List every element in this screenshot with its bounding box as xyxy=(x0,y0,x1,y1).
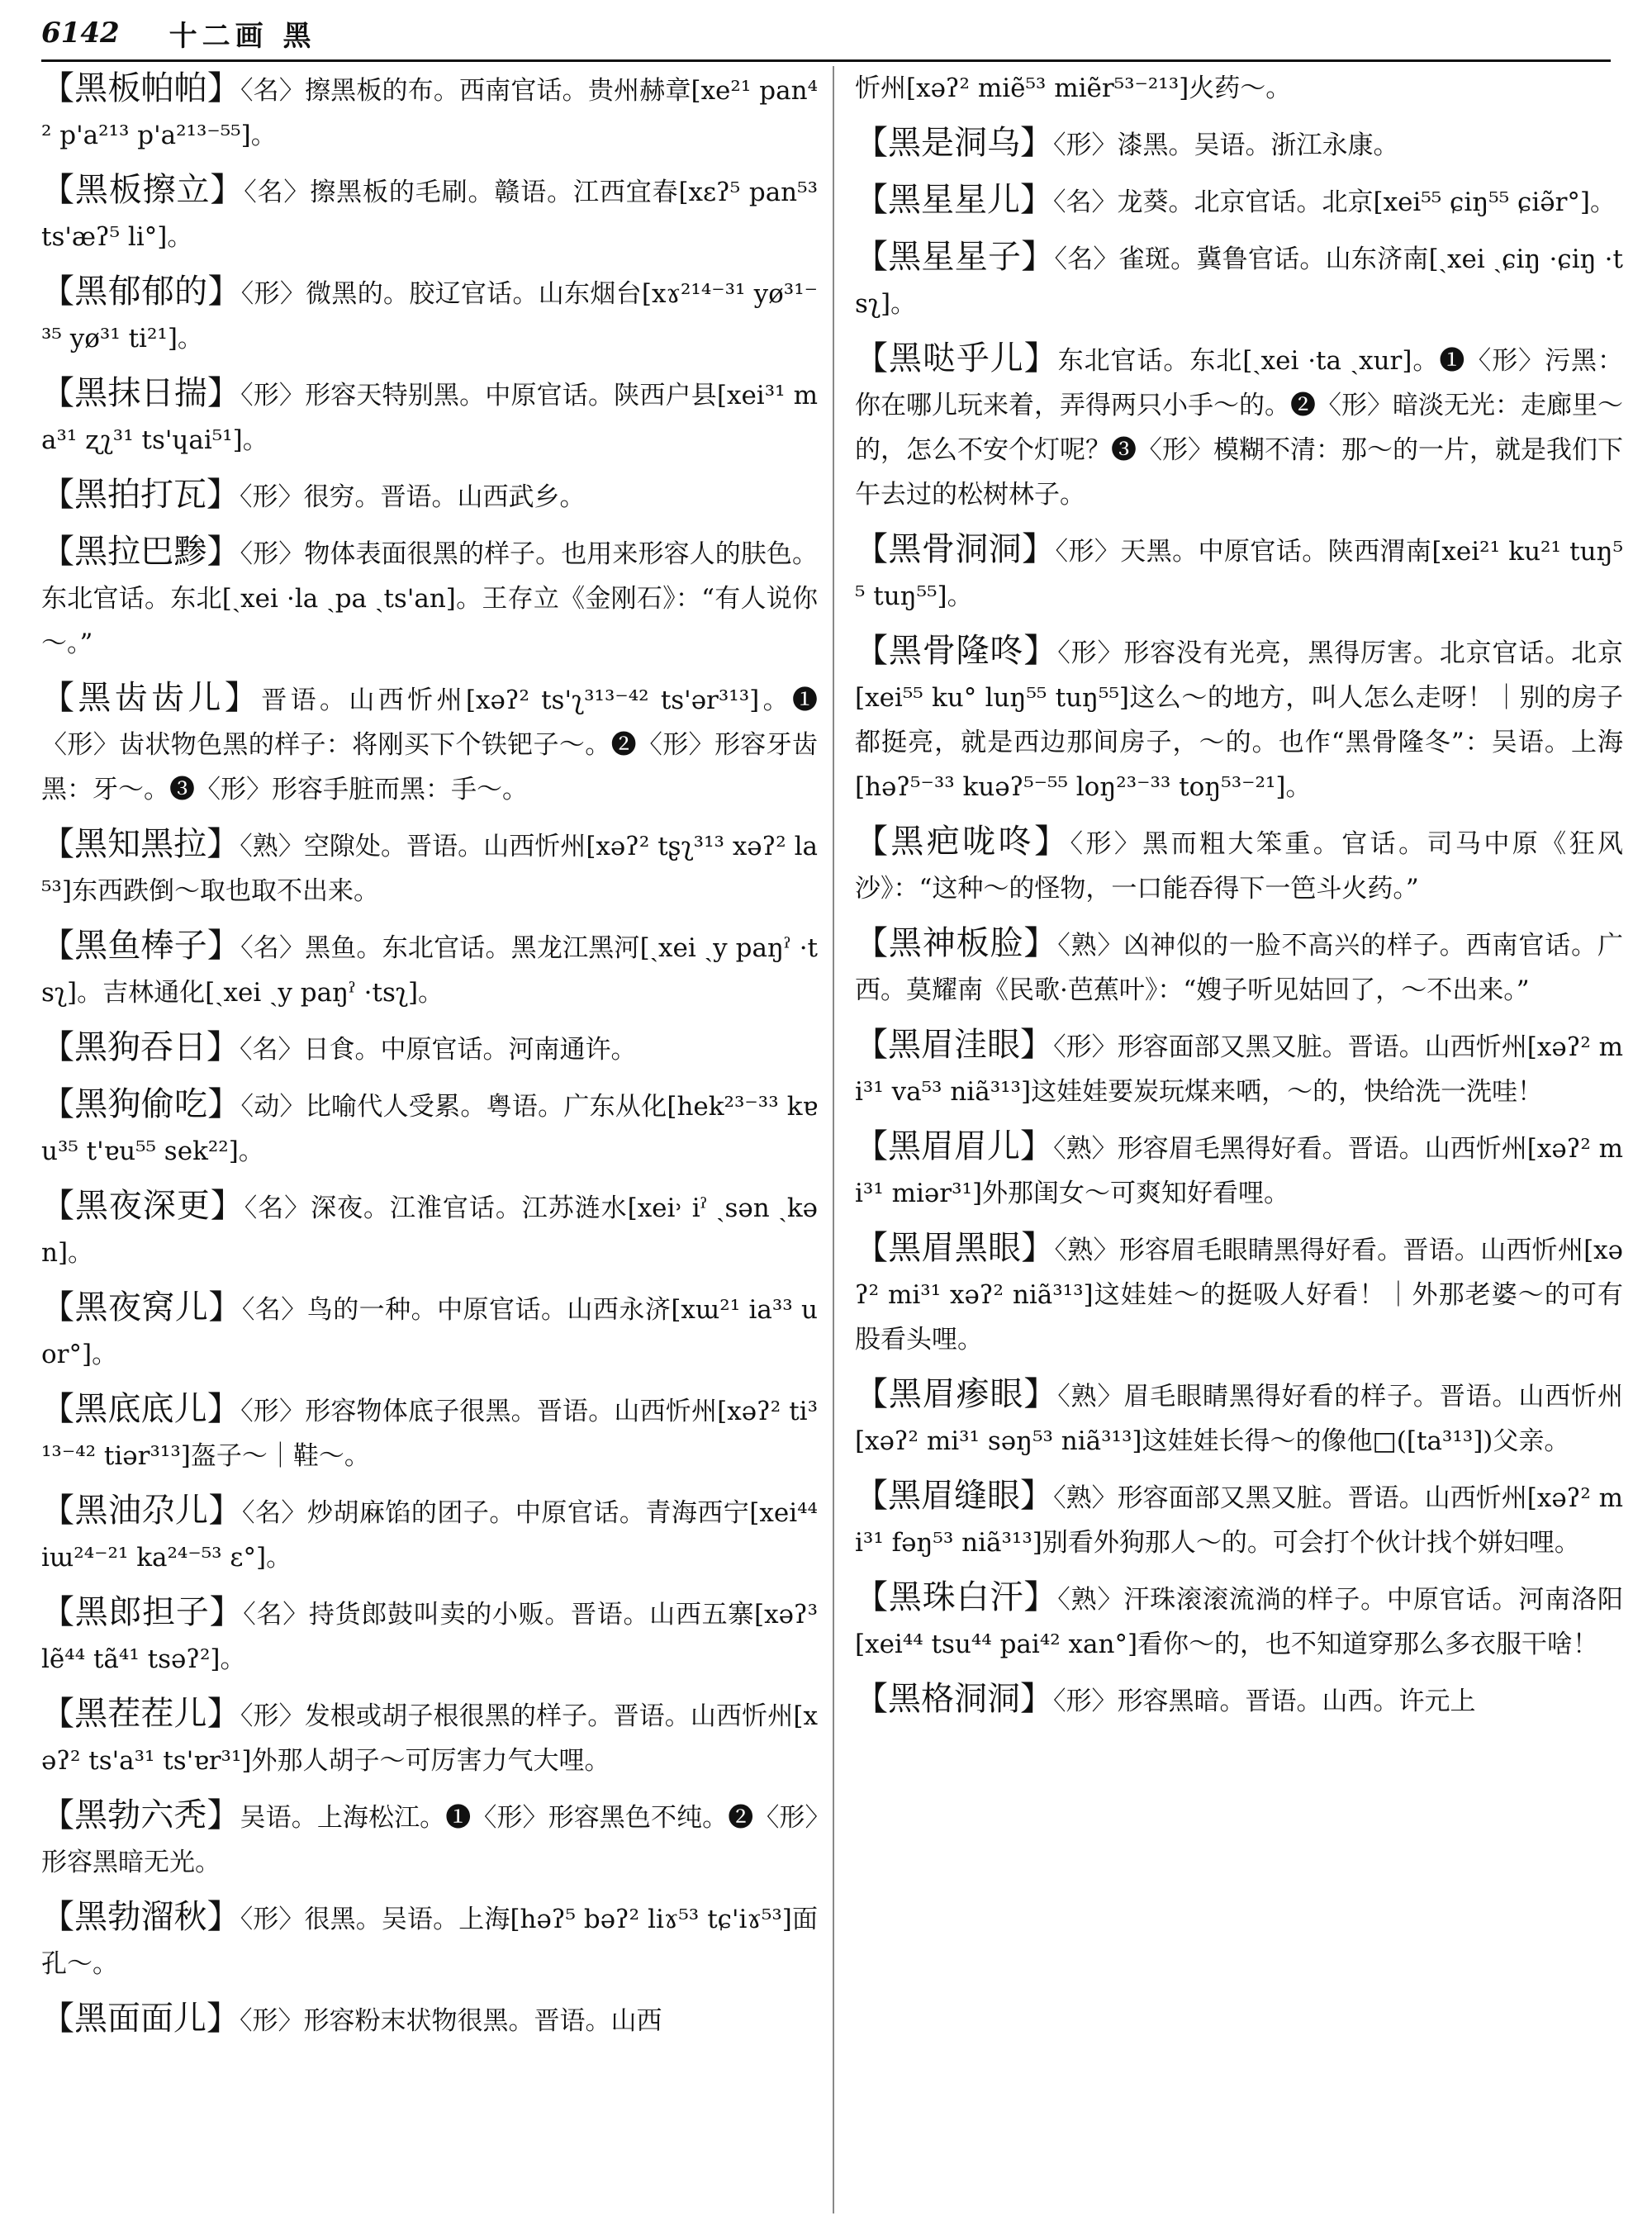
dictionary-entry xyxy=(41,1387,818,1478)
entry-headword: 【黑鱼棒子】 xyxy=(41,927,241,965)
entry-headword: 【黑知黑拉】 xyxy=(41,825,240,863)
entry-definition: 晋语。山西忻州[xəʔ² ts'ʅ³¹³⁻⁴² ts'ər³¹³]。❶〈形〉齿状物色黑的样子：将刚买下个铁钯子～。❷〈形〉形容牙齿黑：牙～。❸〈形〉形容手脏而黑：手～。 xyxy=(41,686,818,804)
dictionary-entry xyxy=(855,1124,1623,1216)
entry-headword: 【黑油尕儿】 xyxy=(41,1492,242,1530)
dictionary-entry xyxy=(41,923,818,1015)
entry-headword: 【黑眉缝眼】 xyxy=(855,1477,1054,1515)
entry-headword: 【黑齿齿儿】 xyxy=(41,679,262,717)
dictionary-entry xyxy=(41,1025,818,1072)
entry-headword: 【黑郎担子】 xyxy=(41,1593,244,1631)
entry-headword: 【黑疤咙咚】 xyxy=(855,823,1070,861)
entry-headword: 【黑勃溜秋】 xyxy=(41,1898,240,1936)
entry-headword: 【黑茬茬儿】 xyxy=(41,1695,240,1733)
dictionary-entry xyxy=(855,178,1623,225)
dictionary-entry xyxy=(855,1022,1623,1114)
page-header xyxy=(41,7,1611,62)
entry-definition: 〈形〉很黑。吴语。上海[həʔ⁵ bəʔ² liɤ⁵³ tɕ'iɤ⁵³]面孔～。 xyxy=(41,1905,818,1979)
entry-definition: 〈熟〉汗珠滚滚流淌的样子。中原官话。河南洛阳[xei⁴⁴ tsu⁴⁴ pai⁴² xan°]看你～的，也不知道穿那么多衣服干啥！ xyxy=(855,1585,1623,1659)
entry-headword: 【黑珠白汗】 xyxy=(855,1578,1058,1616)
dictionary-entry xyxy=(855,1575,1623,1667)
dictionary-entry xyxy=(41,168,818,259)
dictionary-entry xyxy=(41,1996,818,2043)
entry-definition: 〈形〉形容没有光亮，黑得厉害。北京官话。北京[xei⁵⁵ ku° luŋ⁵⁵ tuŋ⁵⁵]这么～的地方，叫人怎么走呀！｜别的房子都挺亮，就是西边那间房子，～的。也作“黑骨隆冬”：吴语。上海[həʔ⁵⁻³³ kuəʔ⁵⁻⁵⁵ loŋ²³⁻³³ toŋ⁵³⁻²¹]。 xyxy=(855,638,1623,802)
entry-headword: 【黑郁郁的】 xyxy=(41,273,241,311)
entry-definition: 〈形〉很穷。晋语。山西武乡。 xyxy=(240,482,586,512)
dictionary-entry xyxy=(41,1590,818,1682)
column-divider xyxy=(833,66,834,2213)
entry-definition: 〈熟〉眉毛眼睛黑得好看的样子。晋语。山西忻州[xəʔ² mi³¹ səŋ⁵³ niã³¹³]这娃娃长得～的像他□([ta³¹³])父亲。 xyxy=(855,1382,1623,1456)
entry-headword: 【黑眉洼眼】 xyxy=(855,1026,1054,1064)
entry-definition: 〈形〉形容粉末状物很黑。晋语。山西 xyxy=(240,2006,662,2036)
dictionary-entry xyxy=(41,1184,818,1275)
entry-headword: 【黑夜窝儿】 xyxy=(41,1288,242,1326)
entry-headword: 【黑眉瘆眼】 xyxy=(855,1375,1058,1413)
entry-headword: 【黑抹日揣】 xyxy=(41,374,241,412)
dictionary-entry xyxy=(855,819,1623,911)
entry-headword: 【黑面面儿】 xyxy=(41,2000,240,2038)
dictionary-entry xyxy=(41,822,818,913)
dictionary-entry xyxy=(855,527,1623,619)
entry-headword: 【黑格洞洞】 xyxy=(855,1680,1053,1718)
entry-definition: 〈形〉形容物体底子很黑。晋语。山西忻州[xəʔ² ti³¹³⁻⁴² tiər³¹³]盔子～｜鞋～。 xyxy=(41,1397,818,1471)
entry-definition: 〈名〉炒胡麻馅的团子。中原官话。青海西宁[xei⁴⁴ iɯ²⁴⁻²¹ ka²⁴⁻⁵³ ɛ°]。 xyxy=(41,1498,818,1573)
page-number: 6142 xyxy=(41,17,120,50)
dictionary-entry xyxy=(855,921,1623,1013)
entry-definition: 〈形〉物体表面很黑的样子。也用来形容人的肤色。东北官话。东北[ˏxei ·la ˏpa ˏts'an]。王存立《金刚石》：“有人说你～。” xyxy=(41,539,818,658)
dictionary-entry xyxy=(855,336,1623,517)
entry-definition: 〈名〉黑鱼。东北官话。黑龙江黑河[ˏxei ˏy paŋˀ ·tsʅ]。吉林通化[ˏxei ˏy paŋˀ ·tsʅ]。 xyxy=(41,933,818,1008)
entry-definition: 〈形〉天黑。中原官话。陕西渭南[xei²¹ ku²¹ tuŋ⁵⁵ tuŋ⁵⁵]。 xyxy=(855,537,1623,611)
dictionary-entry xyxy=(855,121,1623,168)
entry-headword: 【黑骨隆咚】 xyxy=(855,632,1058,670)
entry-definition: 〈形〉微黑的。胶辽官话。山东烟台[xɤ²¹⁴⁻³¹ yø³¹⁻³⁵ yø³¹ ti²¹]。 xyxy=(41,279,818,353)
entry-headword: 【黑哒乎儿】 xyxy=(855,339,1058,377)
entry-definition: 〈形〉形容黑暗。晋语。山西。许元上 xyxy=(1053,1687,1476,1716)
entry-definition: 〈名〉深夜。江淮官话。江苏涟水[xei˒ iˀ ˏsən ˏkən]。 xyxy=(41,1193,818,1268)
entry-definition: 〈熟〉凶神似的一脸不高兴的样子。西南官话。广西。莫耀南《民歌·芭蕉叶》：“嫂子听见姑回了，～不出来。” xyxy=(855,931,1623,1005)
entry-headword: 【黑神板脸】 xyxy=(855,924,1058,962)
entry-headword: 【黑星星儿】 xyxy=(855,181,1053,219)
dictionary-entry xyxy=(855,1677,1623,1724)
entry-definition: 〈名〉日食。中原官话。河南通许。 xyxy=(240,1035,637,1065)
dictionary-entry xyxy=(41,676,818,812)
entry-headword: 【黑底底儿】 xyxy=(41,1390,241,1428)
dictionary-entry xyxy=(855,1226,1623,1362)
entry-headword: 【黑骨洞洞】 xyxy=(855,530,1056,568)
entry-headword: 【黑板擦立】 xyxy=(41,171,244,209)
entry-definition: 〈动〉比喻代人受累。粤语。广东从化[hek²³⁻³³ kɐu³⁵ t'ɐu⁵⁵ sek²²]。 xyxy=(41,1092,818,1166)
entry-definition: 〈熟〉空隙处。晋语。山西忻州[xəʔ² tʂʅ³¹³ xəʔ² la⁵³]东西跌倒～取也取不出来。 xyxy=(41,832,818,906)
dictionary-entry xyxy=(855,629,1623,809)
dictionary-entry xyxy=(855,1372,1623,1464)
entry-headword: 【黑狗偷吃】 xyxy=(41,1085,241,1123)
dictionary-entry xyxy=(41,269,818,361)
entry-definition: 〈名〉擦黑板的毛刷。赣语。江西宜春[xɛʔ⁵ pan⁵³ ts'æʔ⁵ li°]。 xyxy=(41,178,818,252)
dictionary-entry xyxy=(41,529,818,666)
entry-headword: 【黑是洞乌】 xyxy=(855,124,1053,162)
entry-definition: 〈形〉漆黑。吴语。浙江永康。 xyxy=(1053,130,1399,160)
entry-headword: 【黑板帕帕】 xyxy=(41,69,240,107)
entry-definition: 〈形〉黑而粗大笨重。官话。司马中原《狂风沙》：“这种～的怪物，一口能吞得下一笆斗火药。” xyxy=(855,829,1623,904)
entry-headword: 【黑拍打瓦】 xyxy=(41,476,240,514)
left-column xyxy=(41,66,818,2213)
right-column xyxy=(855,66,1623,2213)
entry-definition: 东北官话。东北[ˏxei ·ta ˏxur]。❶〈形〉污黑：你在哪儿玩来着，弄得两只小手～的。❷〈形〉暗淡无光：走廊里～的，怎么不安个灯呢？❸〈形〉模糊不清：那～的一片，就是我们下午去过的松树林子。 xyxy=(855,346,1623,510)
dictionary-entry xyxy=(41,1082,818,1174)
entry-definition: 〈熟〉形容眉毛黑得好看。晋语。山西忻州[xəʔ² mi³¹ miər³¹]外那闺女～可爽知好看哩。 xyxy=(855,1134,1623,1208)
entry-definition: 〈名〉龙葵。北京官话。北京[xei⁵⁵ ɕiŋ⁵⁵ ɕiə̃r°]。 xyxy=(1053,187,1616,217)
entry-headword: 【黑眉眉儿】 xyxy=(855,1127,1054,1165)
entry-headword: 【黑星星子】 xyxy=(855,238,1055,276)
entry-definition: 〈名〉持货郎鼓叫卖的小贩。晋语。山西五寨[xəʔ³ lẽ⁴⁴ tã⁴¹ tsəʔ²]。 xyxy=(41,1600,818,1674)
entry-definition: 〈形〉形容面部又黑又脏。晋语。山西忻州[xəʔ² mi³¹ va⁵³ niã³¹³]这娃娃要炭玩煤来哂，～的，快给洗一洗哇！ xyxy=(855,1032,1623,1107)
entry-headword: 【黑勃六秃】 xyxy=(41,1796,240,1834)
entry-definition: 〈熟〉形容眉毛眼睛黑得好看。晋语。山西忻州[xəʔ² mi³¹ xəʔ² niã³¹³]这娃娃～的挺吸人好看！｜外那老婆～的可有股看头哩。 xyxy=(855,1236,1623,1355)
entry-headword: 【黑狗吞日】 xyxy=(41,1028,240,1066)
dictionary-entry xyxy=(855,1473,1623,1565)
dictionary-entry xyxy=(41,66,818,158)
entry-headword: 【黑夜深更】 xyxy=(41,1187,244,1225)
dictionary-entry xyxy=(855,235,1623,326)
entry-headword: 【黑眉黑眼】 xyxy=(855,1229,1055,1267)
entry-headword: 【黑拉巴黪】 xyxy=(41,533,240,571)
dictionary-entry xyxy=(41,1285,818,1377)
entry-definition: 〈名〉雀斑。冀鲁官话。山东济南[ˏxei ˏɕiŋ ·ɕiŋ ·tsʅ]。 xyxy=(855,244,1623,319)
continued-entry-text: 忻州[xəʔ² miẽ⁵³ miẽr⁵³⁻²¹³]火药～。 xyxy=(855,74,1292,103)
dictionary-entry xyxy=(41,1895,818,1986)
entry-definition: 〈熟〉形容面部又黑又脏。晋语。山西忻州[xəʔ² mi³¹ fəŋ⁵³ niã³¹³]别看外狗那人～的。可会打个伙计找个姘妇哩。 xyxy=(855,1483,1623,1558)
dictionary-entry xyxy=(41,1691,818,1783)
entry-definition: 〈形〉发根或胡子根很黑的样子。晋语。山西忻州[xəʔ² ts'a³¹ ts'ɐr³¹]外那人胡子～可厉害力气大哩。 xyxy=(41,1701,818,1776)
dictionary-entry xyxy=(41,1793,818,1885)
dictionary-entry xyxy=(41,1488,818,1580)
entry-definition: 〈名〉擦黑板的布。西南官话。贵州赫章[xe²¹ pan⁴² p'a²¹³ p'a²¹³⁻⁵⁵]。 xyxy=(41,76,818,150)
entry-definition: 〈名〉鸟的一种。中原官话。山西永济[xɯ²¹ ia³³ uor°]。 xyxy=(41,1295,818,1369)
entry-definition: 〈形〉形容天特别黑。中原官话。陕西户县[xei³¹ ma³¹ ʐʅ³¹ ts'ɥai⁵¹]。 xyxy=(41,381,818,455)
section-title: 十二画 黑 xyxy=(169,19,316,53)
dictionary-entry xyxy=(41,472,818,520)
entry-definition: 吴语。上海松江。❶〈形〉形容黑色不纯。❷〈形〉形容黑暗无光。 xyxy=(41,1803,818,1877)
dictionary-entry xyxy=(41,371,818,463)
